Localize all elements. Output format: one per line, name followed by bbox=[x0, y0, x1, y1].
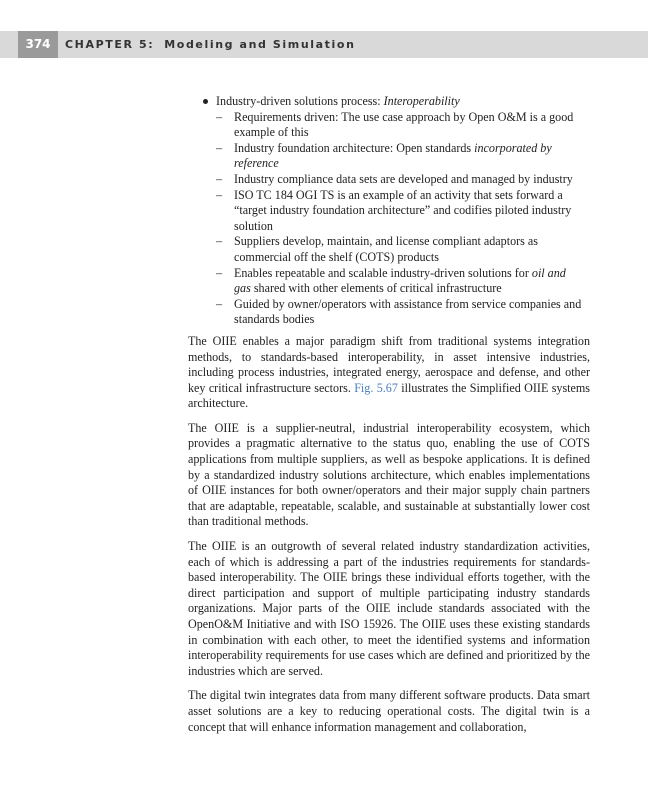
sub-item bbox=[216, 172, 590, 188]
figure-link[interactable]: Fig. 5.67 bbox=[354, 380, 398, 395]
paragraph-text: The OIIE enables a major paradigm shift from traditional systems integration methods, to standards-based interoperability, in asset intensive industries, including process industries, integrated energy, aerospace and defense, and other key critical infrastructure sectors. bbox=[188, 333, 590, 395]
sub-item-italic: oil and gas bbox=[234, 265, 566, 296]
paragraph-4: The digital twin integrates data from many different software products. Data smart asset solutions are a key to reducing operational costs. The digital twin is a concept that will enhance information management and collaboration, bbox=[188, 688, 590, 734]
sub-item bbox=[216, 141, 590, 172]
sub-item bbox=[216, 234, 590, 265]
sub-item bbox=[216, 110, 590, 141]
running-header bbox=[0, 31, 648, 58]
dash-icon: – bbox=[216, 171, 223, 186]
bullet-lead: Industry-driven solutions process: bbox=[216, 94, 384, 108]
page-number: 374 bbox=[18, 31, 58, 58]
page-body bbox=[188, 94, 590, 744]
paragraph-3: The OIIE is an outgrowth of several related industry standardization activities, each of which is addressing a part of the industries requirements for standards-based interoperability. The OIIE brings these individual efforts together, with the direct participation and support of multiple participating industry standards organizations. Major parts of the OIIE include standards associated with the OpenO&M Initiative and with ISO 15926. The OIIE uses these existing standards in combination with each other, to meet the identified systems and information interoperability requirements for use cases which are defined and prioritized by the industries which are served. bbox=[188, 539, 590, 678]
bullet-item bbox=[188, 94, 590, 328]
sub-item-text: Guided by owner/operators with assistance from service companies and standards bodies bbox=[234, 296, 582, 327]
sub-item bbox=[216, 188, 590, 235]
running-head-text bbox=[65, 31, 356, 58]
sub-item-text: Suppliers develop, maintain, and license compliant adaptors as commercial off the shelf (COTS) products bbox=[234, 234, 538, 264]
sub-item-text: Enables repeatable and scalable industry-driven solutions for bbox=[234, 265, 532, 280]
dash-icon: – bbox=[216, 234, 223, 249]
sub-item-text-after: shared with other elements of critical infrastructure bbox=[250, 281, 502, 296]
sub-item-italic: incorporated by reference bbox=[234, 140, 552, 171]
bullet-lead-italic: Interoperability bbox=[383, 94, 460, 108]
sub-list bbox=[216, 110, 590, 328]
sub-item bbox=[216, 266, 590, 297]
dash-icon: – bbox=[216, 296, 223, 311]
dash-icon: – bbox=[216, 187, 223, 202]
paragraph-2: The OIIE is a supplier-neutral, industrial interoperability ecosystem, which provides a pragmatic alternative to the status quo, enabling the use of COTS applications from multiple suppliers, as well as bespoke applications. It is defined by a standardized industry solutions architecture, which enables implementations of OIIE instances for both owner/operators and their major supply chain partners that are adaptable, repeatable, scalable, and sustainable at substantially lower cost than traditional methods. bbox=[188, 420, 590, 529]
dash-icon: – bbox=[216, 109, 223, 124]
sub-item-text: Industry foundation architecture: Open standards bbox=[234, 140, 475, 155]
bullet-list bbox=[188, 94, 590, 328]
chapter-title: Modeling and Simulation bbox=[164, 38, 356, 51]
bullet-dot-icon bbox=[203, 99, 208, 104]
dash-icon: – bbox=[216, 140, 223, 155]
sub-item-text: Requirements driven: The use case approach by Open O&M is a good example of this bbox=[234, 109, 574, 140]
chapter-label: CHAPTER 5: bbox=[65, 38, 155, 51]
sub-item bbox=[216, 297, 590, 328]
paragraph-1 bbox=[188, 334, 590, 412]
sub-item-text: ISO TC 184 OGI TS is an example of an activity that sets forward a “target industry foundation architecture” and codifies piloted industry solution bbox=[234, 187, 572, 233]
sub-item-text: Industry compliance data sets are developed and managed by industry bbox=[234, 171, 573, 186]
paragraph-text: illustrates the Simplified OIIE systems architecture. bbox=[188, 380, 590, 411]
dash-icon: – bbox=[216, 265, 223, 280]
